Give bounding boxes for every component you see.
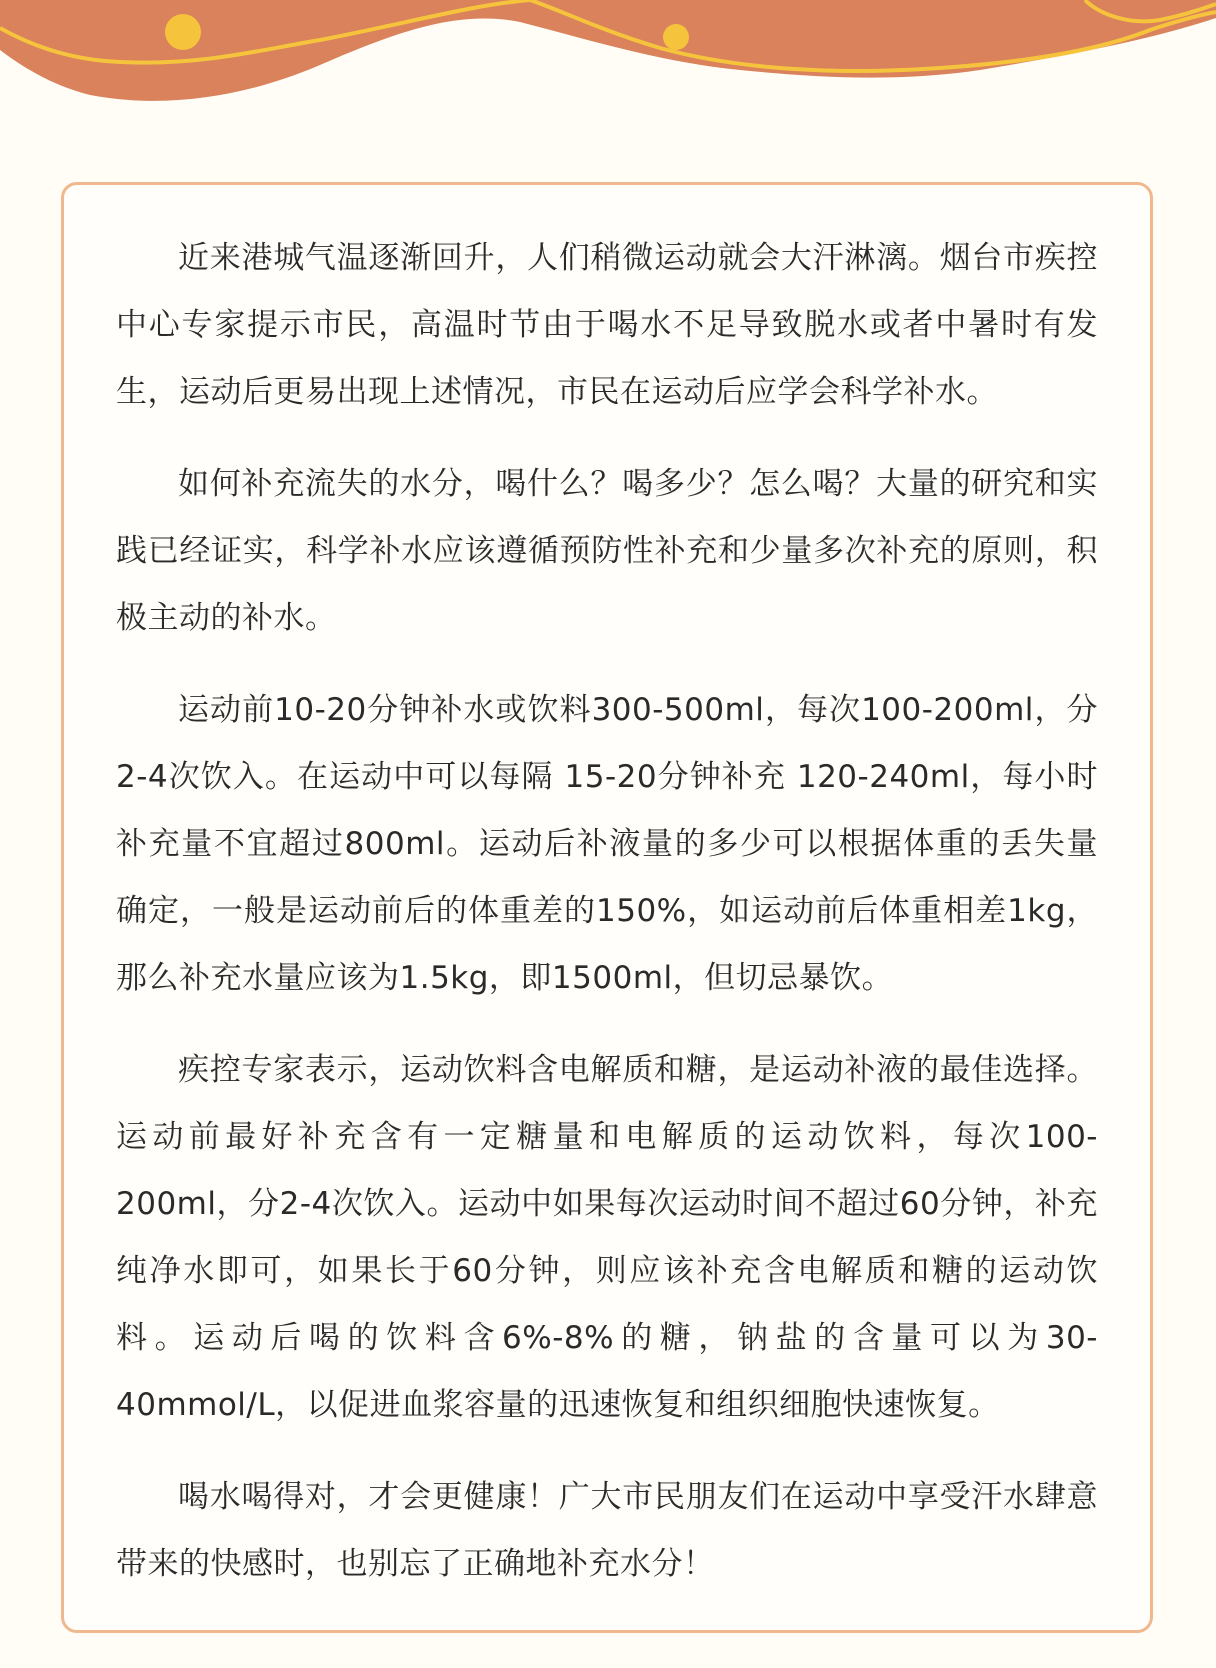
paragraph-closing: 喝水喝得对，才会更健康！广大市民朋友们在运动中享受汗水肆意带来的快感时，也别忘了正确地补充水分！ (116, 1479, 1098, 1582)
paragraph-how-to-hydrate: 如何补充流失的水分，喝什么？喝多少？怎么喝？大量的研究和实践已经证实，科学补水应该遵循预防性补充和少量多次补充的原则，积极主动的补水。 (116, 466, 1098, 636)
article-card (61, 182, 1153, 1633)
paragraph-amounts: 运动前10-20分钟补水或饮料300-500ml，每次100-200ml，分2-4次饮入。在运动中可以每隔 15-20分钟补充 120-240ml，每小时补充量不宜超过800ml。运动后补液量的多少可以根据体重的丢失量确定，一般是运动前后的体重差的150%，如运动前后体重相差1kg，那么补充水量应该为1.5kg，即1500ml，但切忌暴饮。 (116, 692, 1098, 996)
paragraph-sports-drinks: 疾控专家表示，运动饮料含电解质和糖，是运动补液的最佳选择。运动前最好补充含有一定糖量和电解质的运动饮料，每次100-200ml，分2-4次饮入。运动中如果每次运动时间不超过60分钟，补充纯净水即可，如果长于60分钟，则应该补充含电解质和糖的运动饮料。运动后喝的饮料含6%-8%的糖，钠盐的含量可以为30-40mmol/L，以促进血浆容量的迅速恢复和组织细胞快速恢复。 (116, 1052, 1098, 1423)
yellow-dot-left (165, 14, 201, 50)
yellow-dot-center (663, 24, 689, 50)
top-wave-decoration (0, 0, 1216, 130)
paragraph-intro: 近来港城气温逐渐回升，人们稍微运动就会大汗淋漓。烟台市疾控中心专家提示市民，高温时节由于喝水不足导致脱水或者中暑时有发生，运动后更易出现上述情况，市民在运动后应学会科学补水。 (116, 240, 1098, 410)
